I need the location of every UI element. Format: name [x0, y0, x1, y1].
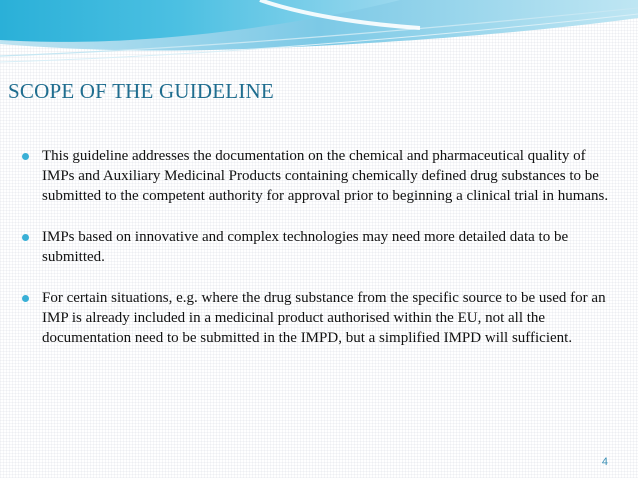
bullet-item: [22, 288, 612, 348]
bullet-text: IMPs based on innovative and complex technologies may need more detailed data to be submitted.: [42, 229, 569, 265]
slide-title: SCOPE OF THE GUIDELINE: [8, 79, 274, 103]
bullet-item: [22, 146, 612, 206]
bullet-dot-icon: [22, 295, 29, 302]
page-number: 4: [601, 456, 608, 468]
bullet-dot-icon: [22, 153, 29, 160]
bullet-dot-icon: [22, 234, 29, 241]
bullet-item: [22, 227, 612, 267]
header-wave-decoration: [0, 0, 638, 78]
bullet-text: This guideline addresses the documentation on the chemical and pharmaceutical quality of IMPs and Auxiliary Medicinal Products containing chemically defined drug substances to be submitted to the competent authority for approval prior to beginning a clinical trial in humans.: [42, 148, 609, 204]
bullet-text: For certain situations, e.g. where the drug substance from the specific source to be used for an IMP is already included in a medicinal product authorised within the EU, not all the documentation need to be submitted in the IMPD, but a simplified IMPD will sufficient.: [42, 290, 606, 346]
bullet-list: [22, 146, 612, 369]
